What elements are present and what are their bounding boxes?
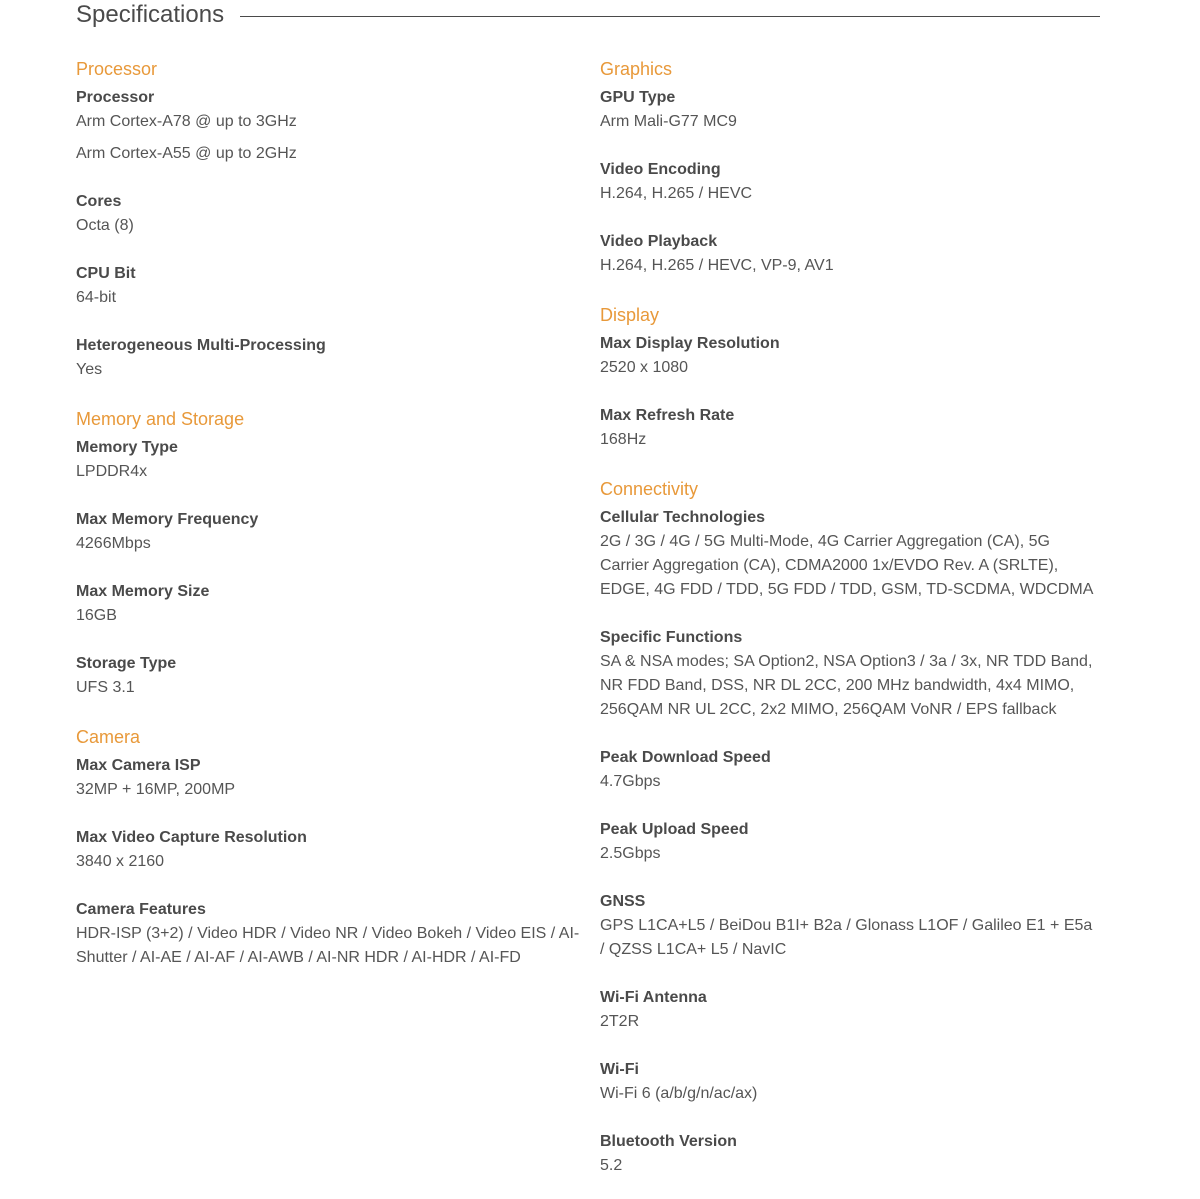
spec-item — [600, 158, 1100, 206]
spec-item — [76, 262, 600, 310]
section-camera — [76, 724, 600, 970]
spec-item — [76, 754, 600, 802]
spec-value: 2T2R — [600, 1013, 640, 1030]
spec-item — [600, 1130, 1100, 1178]
spec-value: H.264, H.265 / HEVC — [600, 185, 753, 202]
spec-label: GPU Type — [600, 89, 676, 106]
spec-item — [76, 436, 600, 484]
spec-item — [600, 404, 1100, 452]
spec-label: Storage Type — [76, 655, 177, 672]
spec-label: GNSS — [600, 893, 646, 910]
spec-item — [600, 818, 1100, 866]
spec-item — [76, 190, 600, 238]
spec-label: Max Refresh Rate — [600, 407, 735, 424]
section-title: Connectivity — [600, 479, 699, 499]
section-title: Display — [600, 305, 660, 325]
spec-value: 4266Mbps — [76, 535, 151, 552]
section-title: Memory and Storage — [76, 409, 245, 429]
spec-value: 2.5Gbps — [600, 845, 661, 862]
spec-label: Camera Features — [76, 901, 206, 918]
specifications-page — [76, 0, 1100, 1174]
spec-item — [76, 826, 600, 874]
spec-item — [600, 626, 1100, 722]
section-display — [600, 302, 1100, 452]
section-processor — [76, 56, 600, 382]
spec-label: Memory Type — [76, 439, 178, 456]
spec-label: Cores — [76, 193, 122, 210]
spec-label: Peak Upload Speed — [600, 821, 749, 838]
spec-label: Wi-Fi Antenna — [600, 989, 707, 1006]
spec-value: SA & NSA modes; SA Option2, NSA Option3 / 3a / 3x, NR TDD Band, NR FDD Band, DSS, NR DL 2CC, 200 MHz bandwidth, 4x4 MIMO, 256QAM NR UL 2CC, 2x2 MIMO, 256QAM VoNR / EPS fallback — [600, 653, 1093, 718]
header-divider — [240, 16, 1100, 17]
spec-item — [600, 1058, 1100, 1106]
spec-label: Max Video Capture Resolution — [76, 829, 307, 846]
spec-item — [76, 334, 600, 382]
spec-value: 32MP + 16MP, 200MP — [76, 781, 236, 798]
left-column — [76, 56, 600, 1178]
spec-item — [600, 230, 1100, 278]
spec-label: CPU Bit — [76, 265, 136, 282]
spec-value: 2G / 3G / 4G / 5G Multi-Mode, 4G Carrier Aggregation (CA), 5G Carrier Aggregation (CA), CDMA2000 1x/EVDO Rev. A (SRLTE), EDGE, 4G FDD / TDD, 5G FDD / TDD, GSM, TD-SCDMA, WDCDMA — [600, 533, 1094, 598]
spec-value: UFS 3.1 — [76, 679, 135, 696]
section-memory-and-storage — [76, 406, 600, 700]
spec-value: H.264, H.265 / HEVC, VP-9, AV1 — [600, 257, 834, 274]
spec-value: 2520 x 1080 — [600, 359, 689, 376]
spec-label: Max Display Resolution — [600, 335, 780, 352]
spec-label: Processor — [76, 89, 155, 106]
spec-label: Bluetooth Version — [600, 1133, 737, 1150]
page-title: Specifications — [76, 1, 225, 28]
spec-item — [600, 890, 1100, 962]
section-graphics — [600, 56, 1100, 278]
spec-value: Octa (8) — [76, 217, 134, 234]
spec-value: 168Hz — [600, 431, 647, 448]
section-title: Processor — [76, 59, 158, 79]
spec-item — [600, 986, 1100, 1034]
spec-value: Arm Mali-G77 MC9 — [600, 113, 737, 130]
spec-value: LPDDR4x — [76, 463, 148, 480]
spec-label: Max Memory Size — [76, 583, 210, 600]
spec-value: Arm Cortex-A78 @ up to 3GHz — [76, 113, 297, 130]
spec-label: Heterogeneous Multi-Processing — [76, 337, 326, 354]
spec-item — [600, 332, 1100, 380]
section-connectivity — [600, 476, 1100, 1178]
spec-label: Wi-Fi — [600, 1061, 639, 1078]
specifications-header — [76, 0, 1100, 30]
spec-value: HDR-ISP (3+2) / Video HDR / Video NR / Video Bokeh / Video EIS / AI-Shutter / AI-AE / AI-AF / AI-AWB / AI-NR HDR / AI-HDR / AI-FD — [76, 925, 580, 966]
spec-value: 4.7Gbps — [600, 773, 661, 790]
spec-value: Yes — [76, 361, 103, 378]
spec-label: Video Playback — [600, 233, 718, 250]
spec-value: 64-bit — [76, 289, 117, 306]
spec-label: Cellular Technologies — [600, 509, 766, 526]
spec-label: Specific Functions — [600, 629, 743, 646]
spec-item — [76, 652, 600, 700]
right-column — [600, 56, 1100, 1178]
spec-value: Wi-Fi 6 (a/b/g/n/ac/ax) — [600, 1085, 758, 1102]
spec-item — [76, 86, 600, 166]
spec-item — [76, 580, 600, 628]
spec-item — [600, 746, 1100, 794]
spec-value: 16GB — [76, 607, 117, 624]
spec-label: Peak Download Speed — [600, 749, 771, 766]
section-title: Graphics — [600, 59, 673, 79]
spec-item — [600, 86, 1100, 134]
spec-value: GPS L1CA+L5 / BeiDou B1I+ B2a / Glonass L1OF / Galileo E1 + E5a / QZSS L1CA+ L5 / NavIC — [600, 917, 1093, 958]
spec-value: 3840 x 2160 — [76, 853, 165, 870]
spec-label: Video Encoding — [600, 161, 721, 178]
section-title: Camera — [76, 727, 141, 747]
spec-value: 5.2 — [600, 1157, 623, 1174]
spec-value: Arm Cortex-A55 @ up to 2GHz — [76, 145, 297, 162]
spec-columns — [76, 56, 1100, 1178]
spec-item — [76, 898, 600, 970]
spec-item — [76, 508, 600, 556]
spec-label: Max Memory Frequency — [76, 511, 259, 528]
spec-item — [600, 506, 1100, 602]
spec-label: Max Camera ISP — [76, 757, 201, 774]
